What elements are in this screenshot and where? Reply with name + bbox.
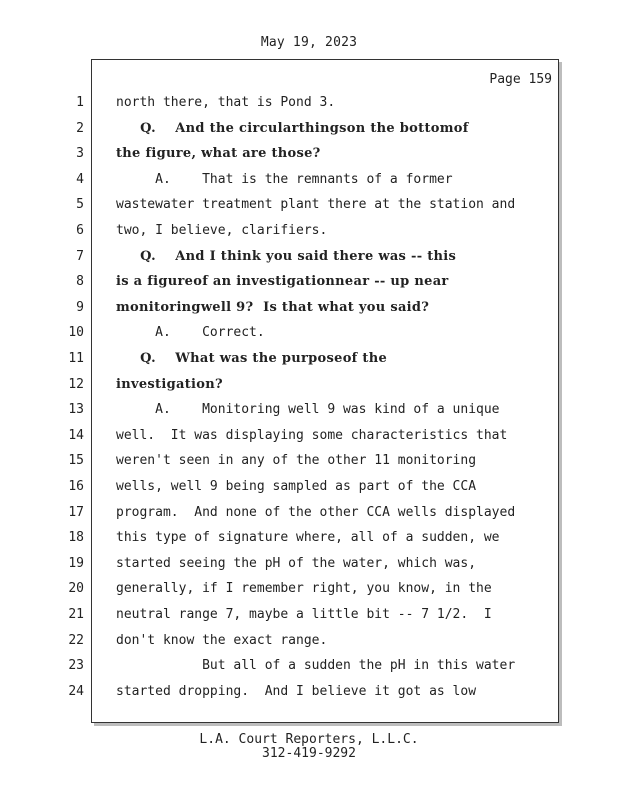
line-number: 18 (68, 530, 84, 545)
transcript-line-text: started seeing the pH of the water, which was, (116, 556, 477, 571)
line-number: 9 (76, 300, 84, 315)
line-number: 16 (68, 479, 84, 494)
transcript-date: May 19, 2023 (260, 35, 358, 50)
line-number: 15 (68, 453, 84, 468)
line-number: 3 (76, 146, 84, 161)
line-number: 5 (76, 197, 84, 212)
line-number: 17 (68, 505, 84, 520)
transcript-line-text: this type of signature where, all of a sudden, we (116, 530, 500, 545)
line-number: 2 (76, 121, 84, 136)
line-number: 4 (76, 172, 84, 187)
transcript-line-text: But all of a sudden the pH in this water (116, 658, 516, 673)
transcript-line-text: A. Monitoring well 9 was kind of a unique (116, 402, 500, 417)
footer-phone: 312-419-9292 (262, 746, 356, 761)
transcript-line-text: don't know the exact range. (116, 633, 328, 648)
line-number: 19 (68, 556, 84, 571)
transcript-line-text: program. And none of the other CCA wells displayed (116, 505, 516, 520)
line-number: 23 (68, 658, 84, 673)
transcript-line-text: generally, if I remember right, you know, in the (116, 581, 492, 596)
line-number: 12 (68, 377, 84, 392)
transcript-line-text: the figure, what are those? (116, 146, 321, 161)
footer (0, 733, 618, 761)
transcript-line-text: is a figureof an investigationnear -- up near (116, 274, 449, 289)
transcript-line-text: Q. What was the purposeof the (116, 351, 388, 366)
transcript-line-text: two, I believe, clarifiers. (116, 223, 328, 238)
line-number: 22 (68, 633, 84, 648)
transcript-line-text: north there, that is Pond 3. (116, 95, 336, 110)
transcript-line-text: weren't seen in any of the other 11 monitoring (116, 453, 477, 468)
line-number: 13 (68, 402, 84, 417)
line-number: 7 (76, 249, 84, 264)
transcript-line-text: investigation? (116, 377, 223, 392)
line-number: 11 (68, 351, 84, 366)
transcript-line-text: wells, well 9 being sampled as part of the CCA (116, 479, 477, 494)
line-number: 6 (76, 223, 84, 238)
transcript-line-text: monitoringwell 9? Is that what you said? (116, 300, 430, 315)
line-number: 8 (76, 274, 84, 289)
transcript-line-text: neutral range 7, maybe a little bit -- 7 1/2. I (116, 607, 492, 622)
transcript-line-text: A. That is the remnants of a former (116, 172, 453, 187)
transcript-line-text: Q. And I think you said there was -- this (116, 249, 457, 264)
line-number: 10 (68, 325, 84, 340)
line-number: 1 (76, 95, 84, 110)
page-number: Page 159 (489, 72, 552, 87)
transcript-line-text: A. Correct. (116, 325, 265, 340)
line-number: 21 (68, 607, 84, 622)
transcript-line-text: Q. And the circularthingson the bottomof (116, 121, 469, 136)
line-number: 24 (68, 684, 84, 699)
line-number: 20 (68, 581, 84, 596)
transcript-line-text: wastewater treatment plant there at the station and (116, 197, 516, 212)
line-number: 14 (68, 428, 84, 443)
footer-company: L.A. Court Reporters, L.L.C. (199, 732, 419, 747)
transcript-line-text: well. It was displaying some characteristics that (116, 428, 508, 443)
transcript-line-text: started dropping. And I believe it got as low (116, 684, 477, 699)
